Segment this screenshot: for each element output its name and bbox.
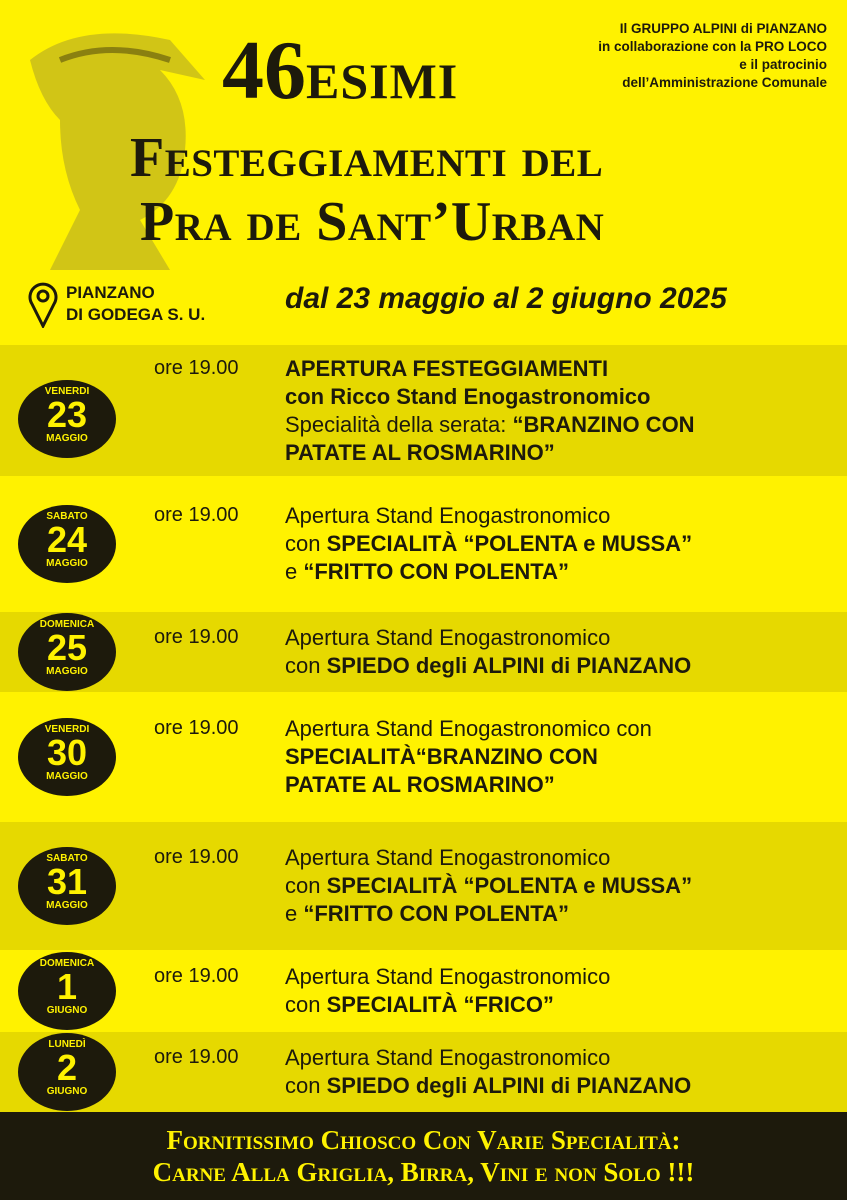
date-day: 2 bbox=[56, 1047, 78, 1088]
date-weekday: SABATO bbox=[46, 511, 88, 522]
event-time: ore 19.00 bbox=[154, 846, 239, 868]
title-line-1: Festeggiamenti del bbox=[130, 127, 604, 189]
date-day: 25 bbox=[46, 627, 88, 668]
description-line bbox=[285, 530, 692, 558]
highlight-text: SPECIALITÀ “POLENTA e MUSSA” bbox=[326, 873, 693, 898]
organizer-line: Il GRUPPO ALPINI di PIANZANO bbox=[619, 21, 827, 36]
footer-banner bbox=[0, 1112, 847, 1200]
plain-text: Apertura Stand Enogastronomico con bbox=[285, 716, 652, 741]
plain-text: Apertura Stand Enogastronomico bbox=[285, 625, 611, 650]
plain-text: Apertura Stand Enogastronomico bbox=[285, 845, 611, 870]
description-line bbox=[285, 383, 695, 411]
description-line bbox=[285, 1072, 691, 1100]
festival-dates: dal 23 maggio al 2 giugno 2025 bbox=[285, 282, 727, 315]
date-month: MAGGIO bbox=[46, 771, 88, 782]
date-day: 23 bbox=[46, 393, 88, 435]
description-line bbox=[285, 963, 610, 991]
event-description bbox=[285, 844, 692, 928]
edition-number: 46 bbox=[222, 24, 306, 117]
description-line bbox=[285, 900, 692, 928]
date-month: GIUGNO bbox=[46, 1005, 88, 1016]
date-weekday: VENERDI bbox=[44, 385, 90, 397]
date-day: 1 bbox=[56, 966, 78, 1007]
plain-text: con bbox=[285, 653, 327, 678]
location-line: DI GODEGA S. U. bbox=[66, 305, 206, 324]
date-badge bbox=[18, 505, 116, 583]
event-description bbox=[285, 963, 610, 1019]
date-day: 24 bbox=[46, 519, 88, 560]
event-row bbox=[0, 692, 847, 822]
description-line bbox=[285, 502, 692, 530]
description-line bbox=[285, 872, 692, 900]
location-line: PIANZANO bbox=[66, 283, 155, 302]
plain-text: Specialità della serata: bbox=[285, 411, 513, 437]
date-weekday: DOMENICA bbox=[39, 619, 95, 630]
highlight-text: PATATE AL ROSMARINO” bbox=[285, 439, 555, 465]
plain-text: Apertura Stand Enogastronomico bbox=[285, 1045, 611, 1070]
footer-line: Fornitissimo Chiosco Con Varie Specialità: bbox=[166, 1125, 681, 1155]
edition-title bbox=[222, 26, 458, 126]
highlight-text: “FRITTO CON POLENTA” bbox=[303, 559, 569, 584]
plain-text: e bbox=[285, 559, 304, 584]
event-row bbox=[0, 476, 847, 612]
highlight-text: SPECIALITÀ“BRANZINO CON bbox=[285, 744, 598, 769]
event-row bbox=[0, 822, 847, 950]
description-line bbox=[285, 558, 692, 586]
date-month: MAGGIO bbox=[46, 432, 88, 444]
description-line bbox=[285, 991, 610, 1019]
date-weekday: SABATO bbox=[46, 853, 88, 864]
plain-text: con bbox=[285, 873, 327, 898]
date-badge bbox=[18, 380, 116, 458]
date-weekday: LUNEDÌ bbox=[48, 1039, 86, 1050]
date-month: MAGGIO bbox=[46, 900, 88, 911]
highlight-text: “BRANZINO CON bbox=[512, 411, 695, 437]
plain-text: Apertura Stand Enogastronomico bbox=[285, 964, 611, 989]
organizer-credits bbox=[598, 20, 827, 92]
edition-suffix: ESIMI bbox=[306, 53, 459, 109]
plain-text: Apertura Stand Enogastronomico bbox=[285, 503, 611, 528]
highlight-text: APERTURA FESTEGGIAMENTI bbox=[285, 355, 609, 381]
map-pin-icon bbox=[28, 280, 58, 328]
event-time: ore 19.00 bbox=[154, 965, 239, 987]
date-month: GIUGNO bbox=[46, 1086, 88, 1097]
highlight-text: “FRITTO CON POLENTA” bbox=[303, 901, 569, 926]
date-day: 31 bbox=[46, 861, 88, 902]
event-row bbox=[0, 1032, 847, 1112]
description-line bbox=[285, 715, 652, 743]
organizer-line: in collaborazione con la PRO LOCO bbox=[598, 39, 827, 54]
organizer-line: dell’Amministrazione Comunale bbox=[622, 75, 827, 90]
highlight-text: SPIEDO degli ALPINI di PIANZANO bbox=[326, 653, 692, 678]
event-time: ore 19.00 bbox=[154, 717, 239, 739]
description-line bbox=[285, 355, 695, 383]
date-month: MAGGIO bbox=[46, 666, 88, 677]
event-description bbox=[285, 715, 652, 799]
event-description bbox=[285, 355, 695, 467]
description-line bbox=[285, 743, 652, 771]
event-description bbox=[285, 1044, 691, 1100]
highlight-text: SPECIALITÀ “FRICO” bbox=[326, 992, 554, 1017]
date-badge bbox=[18, 952, 116, 1030]
plain-text: con bbox=[285, 1073, 327, 1098]
plain-text: con bbox=[285, 992, 327, 1017]
description-line bbox=[285, 439, 695, 467]
date-badge bbox=[18, 847, 116, 925]
description-line bbox=[285, 624, 691, 652]
date-badge bbox=[18, 718, 116, 796]
poster-header bbox=[0, 0, 847, 345]
date-weekday: DOMENICA bbox=[39, 958, 95, 969]
description-line bbox=[285, 771, 652, 799]
date-month: MAGGIO bbox=[46, 558, 88, 569]
event-row bbox=[0, 950, 847, 1032]
footer-line: Carne Alla Griglia, Birra, Vini e non Solo !!! bbox=[152, 1157, 695, 1187]
plain-text: con bbox=[285, 531, 327, 556]
date-day: 30 bbox=[46, 732, 88, 773]
event-time: ore 19.00 bbox=[154, 504, 239, 526]
date-badge bbox=[18, 1033, 116, 1111]
plain-text: e bbox=[285, 901, 304, 926]
location bbox=[28, 280, 205, 328]
event-row bbox=[0, 612, 847, 692]
event-time: ore 19.00 bbox=[154, 626, 239, 648]
highlight-text: SPECIALITÀ “POLENTA e MUSSA” bbox=[326, 531, 693, 556]
description-line bbox=[285, 652, 691, 680]
highlight-text: con Ricco Stand Enogastronomico bbox=[285, 383, 651, 409]
event-description bbox=[285, 624, 691, 680]
event-time: ore 19.00 bbox=[154, 1046, 239, 1068]
title-line-2: Pra de Sant’Urban bbox=[140, 191, 605, 253]
highlight-text: PATATE AL ROSMARINO” bbox=[285, 772, 555, 797]
event-description bbox=[285, 502, 692, 586]
event-time: ore 19.00 bbox=[154, 356, 239, 379]
organizer-line: e il patrocinio bbox=[739, 57, 827, 72]
event-row bbox=[0, 345, 847, 476]
description-line bbox=[285, 411, 695, 439]
description-line bbox=[285, 844, 692, 872]
date-weekday: VENERDI bbox=[44, 724, 90, 735]
highlight-text: SPIEDO degli ALPINI di PIANZANO bbox=[326, 1073, 692, 1098]
date-badge bbox=[18, 613, 116, 691]
description-line bbox=[285, 1044, 691, 1072]
